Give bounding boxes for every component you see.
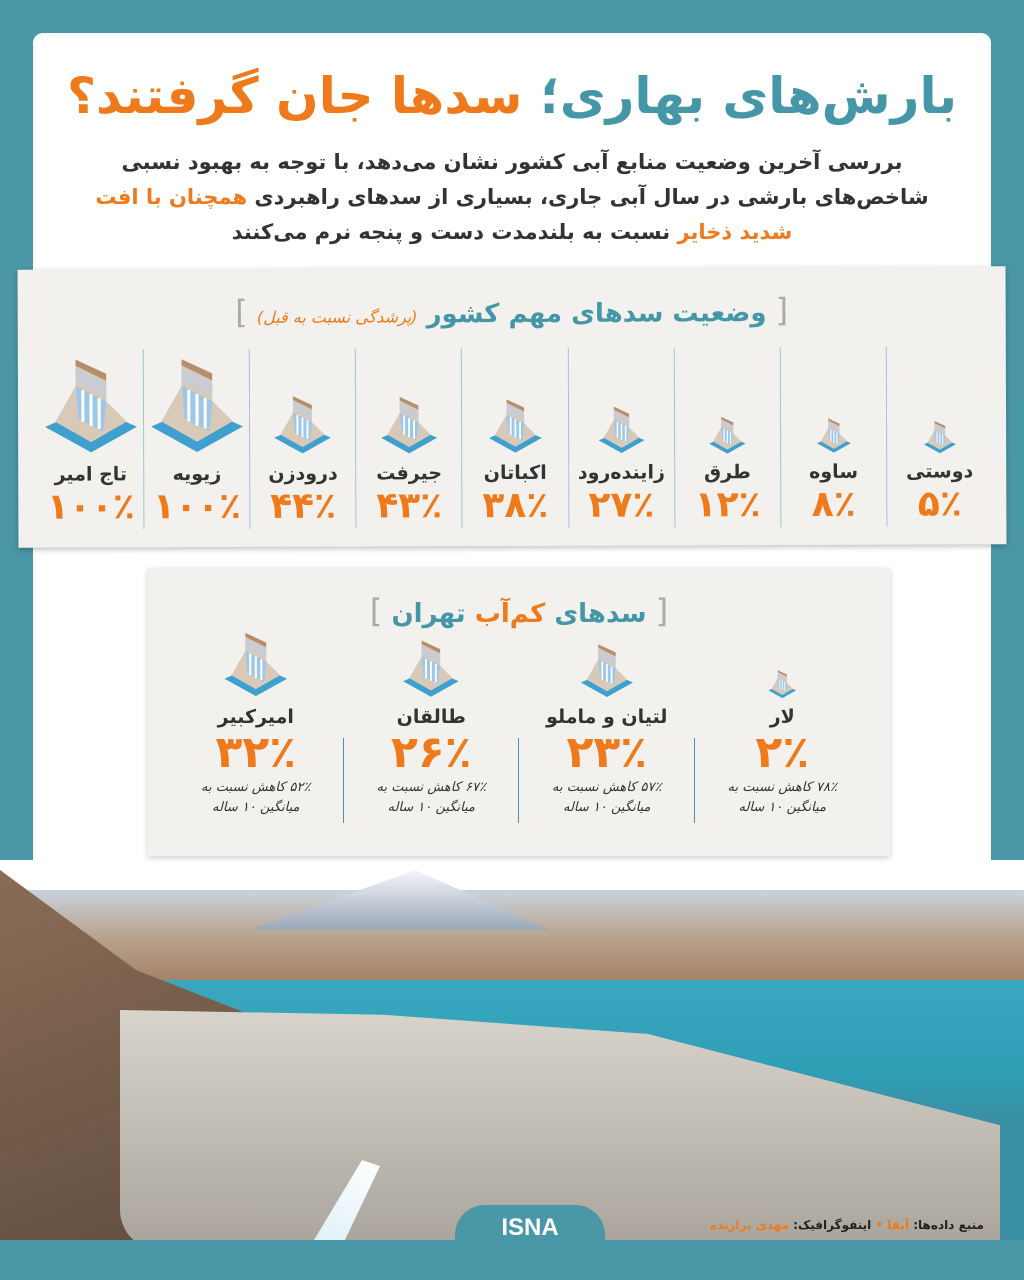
credit-value: مهدی برازنده — [710, 1218, 789, 1232]
dam-name: دوستی — [906, 460, 974, 483]
tehran-dams-panel — [148, 568, 890, 856]
tehran-title-a: سدهای — [554, 599, 647, 629]
dam-note: ۵۲٪ کاهش نسبت به میانگین ۱۰ ساله — [201, 780, 311, 815]
dam-percent: ۸٪ — [811, 483, 856, 525]
dam-icon — [146, 355, 248, 457]
dam-name: طالقان — [396, 706, 466, 728]
dam-name: اکباتان — [483, 461, 547, 485]
tehran-title-c: تهران — [391, 599, 466, 629]
dam-icon — [400, 638, 462, 700]
separator-dot: • — [875, 1218, 884, 1232]
dam-item — [355, 348, 462, 528]
dam-percent: ۱۲٪ — [694, 484, 761, 526]
dam-name: امیرکبیر — [217, 706, 294, 728]
tehran-dam-item — [344, 628, 520, 838]
dam-item — [780, 347, 887, 527]
bracket: ] — [369, 592, 383, 630]
credit-label: اینفوگرافیک: — [793, 1218, 872, 1232]
credit-line — [710, 1218, 984, 1232]
bracket: [ — [775, 291, 789, 330]
dam-item — [38, 349, 144, 529]
national-title-text: وضعیت سدهای مهم کشور — [426, 298, 767, 330]
dam-note: ۵۷٪ کاهش نسبت به میانگین ۱۰ ساله — [552, 780, 662, 815]
dam-icon — [815, 417, 853, 455]
dam-icon — [378, 394, 440, 456]
bracket: [ — [655, 592, 669, 630]
intro-text1: بررسی آخرین وضعیت منابع آبی کشور نشان می‌دهد، با توجه به بهبود نسبی شاخص‌های بارشی در سال آبی جاری، بسیاری از سدهای راهبردی — [121, 150, 929, 209]
tehran-dam-item — [695, 628, 871, 838]
dam-percent: ۴۳٪ — [376, 485, 443, 527]
bracket: ] — [235, 292, 248, 331]
dam-name: زیویه — [172, 463, 222, 486]
dam-note: ۶۷٪ کاهش نسبت به میانگین ۱۰ ساله — [376, 780, 486, 815]
dam-item — [143, 349, 250, 529]
dam-icon — [271, 394, 334, 457]
dam-percent: ۲۶٪ — [390, 727, 472, 778]
headline-part2: سدها جان گرفتند؟ — [66, 67, 523, 125]
dam-percent: ۳۲٪ — [215, 727, 297, 778]
dam-icon — [767, 669, 798, 700]
dam-percent: ۳۸٪ — [482, 484, 549, 527]
source-label: منبع داده‌ها: — [913, 1218, 984, 1232]
dam-icon — [486, 397, 545, 456]
dam-item — [249, 349, 356, 529]
dam-name: لار — [769, 706, 795, 728]
dam-name: لتیان و ماملو — [546, 706, 668, 728]
dam-percent: ۲٪ — [755, 727, 810, 778]
tehran-title — [148, 592, 890, 630]
dam-percent: ۲۳٪ — [566, 727, 648, 778]
dam-icon — [707, 415, 748, 456]
intro-highlight: همچنان با افت شدید ذخایر — [95, 185, 793, 244]
dam-percent: ۱۰۰٪ — [46, 486, 135, 528]
dam-icon — [578, 642, 636, 700]
dam-name: طرق — [704, 461, 751, 484]
dam-name: ساوه — [809, 460, 859, 483]
dam-percent: ۴۴٪ — [270, 485, 337, 527]
dam-item — [886, 346, 993, 526]
dam-name: جیرفت — [376, 462, 443, 485]
headline — [33, 61, 991, 131]
intro-text — [73, 145, 951, 250]
dam-note: ۷۸٪ کاهش نسبت به میانگین ۱۰ ساله — [727, 780, 837, 815]
headline-part1: بارش‌های بهاری؛ — [539, 67, 957, 125]
tehran-title-b: کم‌آب — [474, 599, 546, 629]
tehran-dam-item — [519, 628, 695, 838]
dam-name: تاج امیر — [54, 463, 128, 486]
dam-percent: ۱۰۰٪ — [153, 485, 242, 528]
dam-item — [567, 347, 674, 527]
source-value: آبفا — [887, 1218, 910, 1232]
dam-percent: ۵٪ — [917, 483, 962, 525]
dam-percent: ۲۷٪ — [588, 484, 655, 526]
intro-text2: نسبت به بلندمدت دست و پنجه نرم می‌کنند — [231, 220, 671, 244]
dam-icon — [221, 630, 291, 700]
dam-item — [673, 347, 780, 527]
tehran-dam-item — [168, 628, 344, 838]
dam-icon — [596, 405, 647, 456]
national-dam-list — [38, 346, 993, 529]
dam-icon — [922, 419, 958, 455]
national-subtitle: (پرشدگی نسبت به قبل) — [256, 307, 418, 327]
national-dams-panel — [18, 266, 1007, 547]
dam-name: زاینده‌رود — [577, 461, 665, 484]
isna-logo: ISNA — [455, 1205, 605, 1250]
dam-item — [461, 348, 568, 528]
dam-icon — [39, 355, 141, 457]
tehran-dam-list — [168, 628, 870, 838]
dam-name: درودزن — [268, 462, 338, 485]
national-title — [18, 290, 1006, 331]
